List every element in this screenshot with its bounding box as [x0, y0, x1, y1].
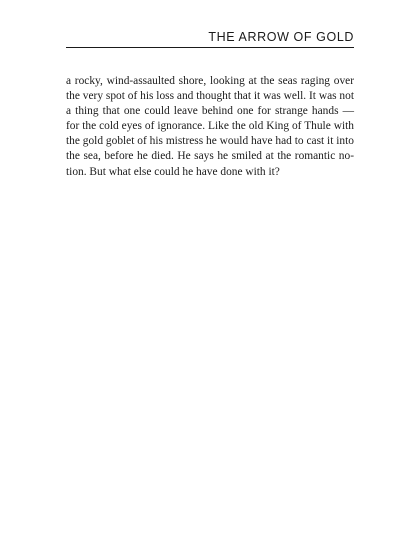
- text-line: for the cold eyes of ignorance. Like the old King of Thule with: [66, 120, 354, 133]
- text-line: tion. But what else could he have done with it?: [66, 165, 280, 178]
- text-line: the gold goblet of his mistress he would have had to cast it into: [66, 135, 354, 148]
- header-rule: [66, 47, 354, 48]
- text-line: the sea, before he died. He says he smiled at the romantic no-: [66, 150, 354, 163]
- text-line: the very spot of his loss and thought that it was well. It was not: [66, 90, 354, 103]
- text-line: a rocky, wind-assaulted shore, looking at the seas raging over: [66, 75, 354, 87]
- running-head: THE ARROW OF GOLD: [208, 30, 354, 44]
- text-line: a thing that one could leave behind one for strange hands —: [66, 105, 354, 118]
- body-paragraph: [66, 74, 354, 180]
